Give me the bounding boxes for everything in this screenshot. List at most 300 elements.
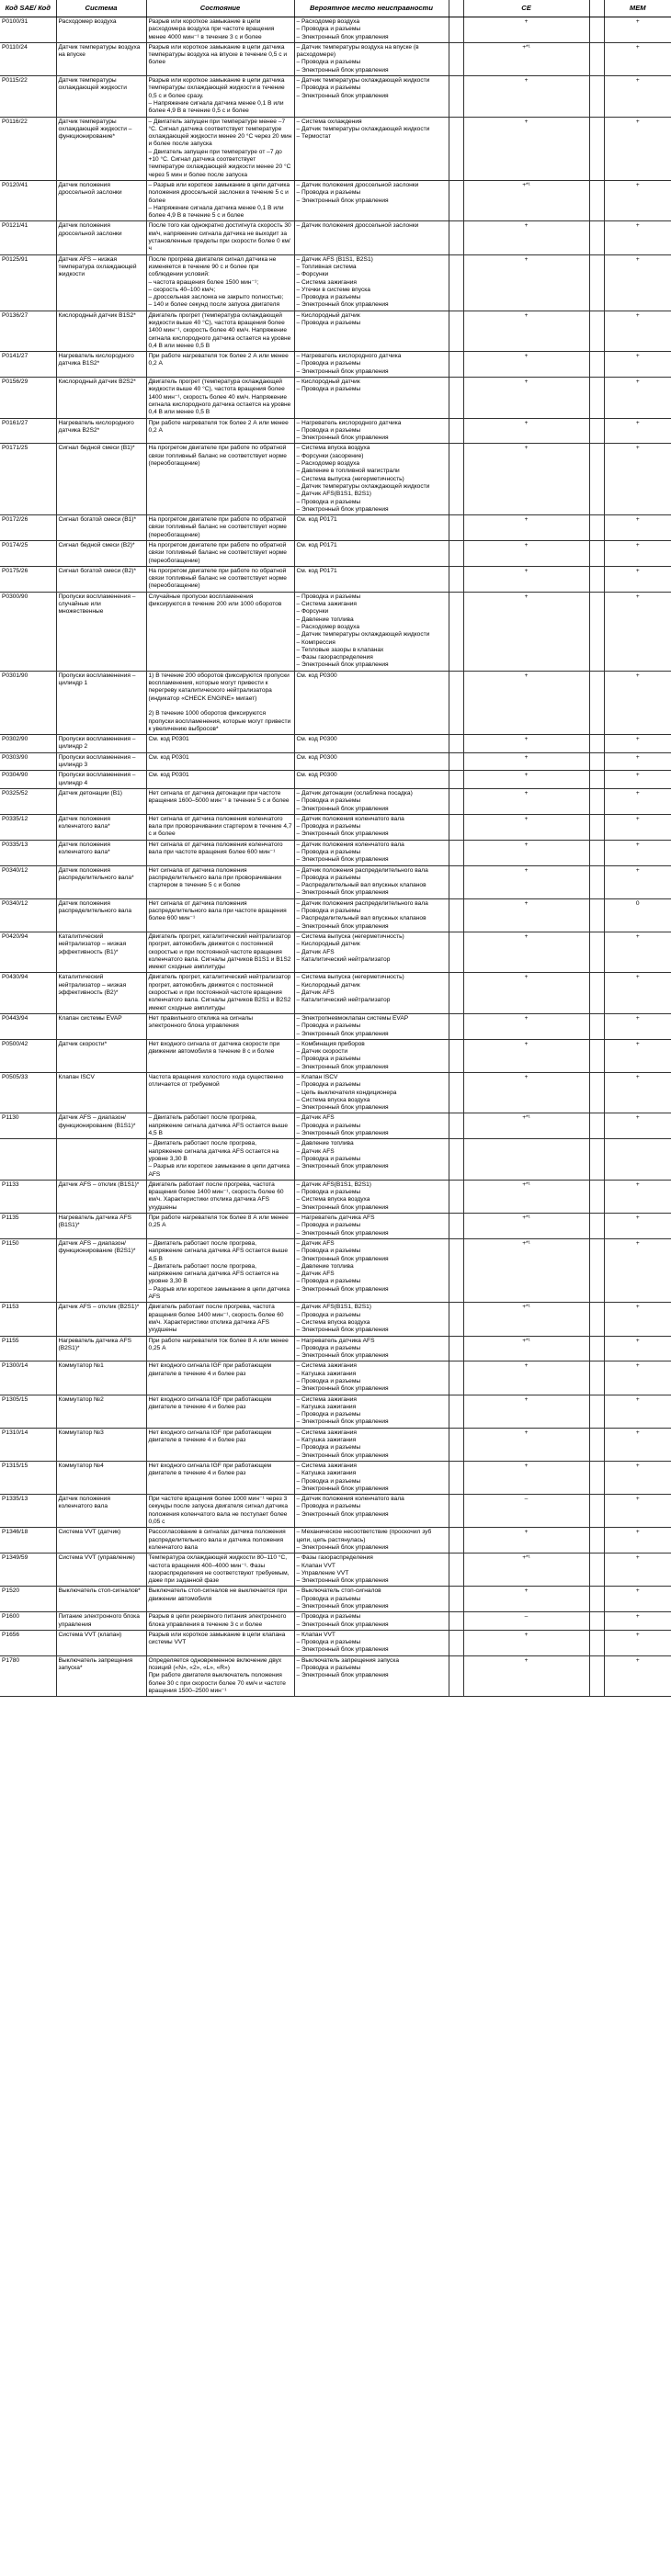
system-cell: Пропуски воспламенения – случайные или множественные	[56, 592, 146, 671]
ce-cell: +	[463, 771, 589, 789]
blank-cell	[449, 418, 463, 444]
table-row	[0, 752, 671, 771]
location-cell: – Датчик положения дроссельной заслонки	[294, 221, 449, 254]
blank-cell	[589, 1336, 604, 1361]
mem-cell: +	[604, 1238, 671, 1302]
system-cell: Датчик положения коленчатого вала*	[56, 814, 146, 840]
location-cell: – Давление топлива – Датчик AFS – Проводка и разъемы – Электронный блок управления	[294, 1139, 449, 1180]
header-code: Код SAE/ Код	[0, 0, 56, 17]
blank-cell	[589, 515, 604, 541]
condition-cell: При частоте вращения более 1000 мин⁻¹ через 3 секунды после запуска двигателя сигнал датчика положения коленчатого вала не поступает более 0,05 с	[146, 1495, 294, 1528]
mem-cell: +	[604, 1336, 671, 1361]
mem-cell: +	[604, 566, 671, 592]
location-cell: – Датчик положения коленчатого вала – Проводка и разъемы – Электронный блок управления	[294, 840, 449, 865]
location-cell: – Датчик AFS – Проводка и разъемы – Электронный блок управления	[294, 1113, 449, 1139]
condition-cell: После прогрева двигателя сигнал датчика не изменяется в течение 90 с и более при соблюдении условий: – частота вращения более 1500 мин⁻¹; – скорость 40–100 км/ч; – дроссельная заслонка не закрыто полностью; – 140 и более секунд после запуска двигателя	[146, 254, 294, 311]
condition-cell: Двигатель прогрет, каталитический нейтрализатор прогрет, автомобиль движется с постоянной скоростью и при постоянной частоте вращения коленчатого вала. Сигналы датчиков B2S1 и B2S2 имеют сходные амплитуды	[146, 973, 294, 1013]
table-row	[0, 840, 671, 865]
ce-cell: +	[463, 671, 589, 734]
ce-cell: +	[463, 840, 589, 865]
blank-cell	[449, 1612, 463, 1631]
mem-cell: +	[604, 592, 671, 671]
location-cell: См. код P0300	[294, 771, 449, 789]
ce-cell: +	[463, 1655, 589, 1696]
blank-cell	[449, 1214, 463, 1239]
system-cell: Нагреватель датчика AFS (B2S1)*	[56, 1336, 146, 1361]
table-row	[0, 378, 671, 418]
mem-cell: +	[604, 1528, 671, 1554]
blank-cell	[449, 221, 463, 254]
system-cell: Датчик AFS – низкая температура охлаждающей жидкости	[56, 254, 146, 311]
mem-cell: +	[604, 735, 671, 753]
blank-cell	[589, 671, 604, 734]
ce-cell: +	[463, 1587, 589, 1612]
code-cell	[0, 1139, 56, 1180]
code-cell: P0171/25	[0, 444, 56, 515]
code-cell: P0335/13	[0, 840, 56, 865]
system-cell: Датчик скорости*	[56, 1039, 146, 1072]
blank-cell	[449, 1528, 463, 1554]
code-cell: P0100/31	[0, 17, 56, 43]
ce-cell: +*¹	[463, 1336, 589, 1361]
location-cell: – Датчик AFS – Проводка и разъемы – Электронный блок управления – Давление топлива – Датчик AFS – Проводка и разъемы – Электронный блок управления	[294, 1238, 449, 1302]
blank-cell	[449, 840, 463, 865]
location-cell: – Выключатель запрещения запуска – Проводка и разъемы – Электронный блок управления	[294, 1655, 449, 1696]
table-row	[0, 352, 671, 378]
condition-cell: На прогретом двигателе при работе по обратной связи топливный баланс не соответствует норме (переобогащение)	[146, 444, 294, 515]
table-row	[0, 788, 671, 814]
location-cell: – Проводка и разъемы – Электронный блок управления	[294, 1612, 449, 1631]
blank-cell	[589, 1238, 604, 1302]
table-row	[0, 221, 671, 254]
blank-cell	[589, 378, 604, 418]
mem-cell: +	[604, 1554, 671, 1587]
condition-cell: Случайные пропуски воспламенения фиксируются в течение 200 или 1000 оборотов	[146, 592, 294, 671]
ce-cell: +*¹	[463, 1214, 589, 1239]
condition-cell: На прогретом двигателе при работе по обратной связи топливный баланс не соответствует норме (переобогащение)	[146, 566, 294, 592]
ce-cell: +*¹	[463, 42, 589, 75]
location-cell: – Механическое несоответствие (проскочил зуб цепи, цепь растянулась) – Электронный блок управления	[294, 1528, 449, 1554]
code-cell: P0500/42	[0, 1039, 56, 1072]
header-blank-2	[589, 0, 604, 17]
system-cell: Нагреватель кислородного датчика B2S2*	[56, 418, 146, 444]
system-cell: Коммутатор №1	[56, 1361, 146, 1395]
table-row	[0, 1073, 671, 1113]
code-cell: P0300/90	[0, 592, 56, 671]
code-cell: P1780	[0, 1655, 56, 1696]
table-row	[0, 76, 671, 117]
ce-cell: +*¹	[463, 1554, 589, 1587]
ce-cell: +	[463, 311, 589, 351]
ce-cell: +	[463, 1630, 589, 1655]
ce-cell: +	[463, 788, 589, 814]
blank-cell	[449, 1303, 463, 1336]
location-cell: См. код P0300	[294, 671, 449, 734]
table-row	[0, 444, 671, 515]
blank-cell	[589, 865, 604, 898]
code-cell: P0340/12	[0, 898, 56, 932]
blank-cell	[589, 1630, 604, 1655]
ce-cell: +	[463, 1073, 589, 1113]
system-cell: Каталитический нейтрализатор – низкая эффективность (B2)*	[56, 973, 146, 1013]
location-cell: – Датчик положения распределительного вала – Проводка и разъемы – Распределительный вал впускных клапанов – Электронный блок управления	[294, 898, 449, 932]
mem-cell: +	[604, 541, 671, 567]
condition-cell: – Двигатель работает после прогрева, напряжение сигнала датчика AFS остается выше 4,5 В – Двигатель работает после прогрева, напряжение сигнала датчика AFS остается на уровне 3,30 В – Разрыв или короткое замыкание в цепи датчика AFS	[146, 1238, 294, 1302]
location-cell: – Датчик положения распределительного вала – Проводка и разъемы – Распределительный вал впускных клапанов – Электронный блок управления	[294, 865, 449, 898]
table-row	[0, 1113, 671, 1139]
ce-cell: +*¹	[463, 1180, 589, 1213]
condition-cell: При работе нагревателя ток более 8 А или менее 0,25 А	[146, 1336, 294, 1361]
blank-cell	[449, 541, 463, 567]
table-row	[0, 735, 671, 753]
condition-cell: Нет сигнала от датчика положения распределительного вала при проворачивании стартером в течение 5 с и более	[146, 865, 294, 898]
ce-cell: –	[463, 1495, 589, 1528]
system-cell	[56, 1139, 146, 1180]
blank-cell	[589, 735, 604, 753]
mem-cell: +	[604, 117, 671, 180]
blank-cell	[449, 1139, 463, 1180]
mem-cell: +	[604, 17, 671, 43]
location-cell: – Система зажигания – Катушка зажигания – Проводка и разъемы – Электронный блок управления	[294, 1395, 449, 1428]
blank-cell	[589, 1655, 604, 1696]
condition-cell: Нет сигнала от датчика положения распределительного вала при частоте вращения более 600 мин⁻¹	[146, 898, 294, 932]
condition-cell: Разрыв или короткое замыкание в цепи клапана системы VVT	[146, 1630, 294, 1655]
mem-cell: +	[604, 1303, 671, 1336]
table-row	[0, 1013, 671, 1039]
table-row	[0, 1495, 671, 1528]
system-cell: Пропуски воспламенения – цилиндр 1	[56, 671, 146, 734]
system-cell: Коммутатор №2	[56, 1395, 146, 1428]
table-row	[0, 1336, 671, 1361]
ce-cell: +	[463, 418, 589, 444]
condition-cell: Нет сигнала от датчика положения коленчатого вала при проворачивании стартером в течение 4,7 с и более	[146, 814, 294, 840]
system-cell: Датчик AFS – диапазон/ функционирование (B2S1)*	[56, 1238, 146, 1302]
blank-cell	[449, 592, 463, 671]
mem-cell: +	[604, 515, 671, 541]
code-cell: P0301/90	[0, 671, 56, 734]
code-cell: P1155	[0, 1336, 56, 1361]
ce-cell: +	[463, 352, 589, 378]
header-condition: Состояние	[146, 0, 294, 17]
condition-cell: Нет входного сигнала IGF при работающем двигателе в течение 4 и более раз	[146, 1428, 294, 1461]
code-cell: P0156/29	[0, 378, 56, 418]
blank-cell	[589, 1612, 604, 1631]
system-cell: Нагреватель датчика AFS (B1S1)*	[56, 1214, 146, 1239]
mem-cell: +	[604, 444, 671, 515]
mem-cell: +	[604, 1013, 671, 1039]
location-cell: См. код P0300	[294, 752, 449, 771]
condition-cell: После того как однократно достигнута скорость 30 км/ч, напряжение сигнала датчика не выходит за установленные пределы при скорости более 0 км/ч	[146, 221, 294, 254]
blank-cell	[589, 418, 604, 444]
system-cell: Выключатель стоп-сигналов*	[56, 1587, 146, 1612]
blank-cell	[589, 17, 604, 43]
code-cell: P1133	[0, 1180, 56, 1213]
location-cell: – Датчик температуры воздуха на впуске (в расходомере) – Проводка и разъемы – Электронный блок управления	[294, 42, 449, 75]
condition-cell: Частота вращения холостого хода существенно отличается от требуемой	[146, 1073, 294, 1113]
condition-cell: Нет входного сигнала IGF при работающем двигателе в течение 4 и более раз	[146, 1395, 294, 1428]
blank-cell	[449, 17, 463, 43]
location-cell: – Проводка и разъемы – Система зажигания – Форсунки – Давление топлива – Расходомер воздуха – Датчик температуры охлаждающей жидкости – Компрессия – Тепловые зазоры в клапанах – Фазы газораспределения – Электронный блок управления	[294, 592, 449, 671]
condition-cell: – Двигатель запущен при температуре менее –7 °С. Сигнал датчика соответствует температуре охлаждающей жидкости менее 20 °С через 20 мин и более после запуска – Двигатель запущен при температуре от –7 до +10 °С. Сигнал датчика соответствует температуре охлаждающей жидкости менее 20 °С через 5 мин и более после запуска	[146, 117, 294, 180]
code-cell: P0420/94	[0, 932, 56, 972]
blank-cell	[449, 1073, 463, 1113]
code-cell: P1300/14	[0, 1361, 56, 1395]
blank-cell	[589, 1495, 604, 1528]
code-cell: P1335/13	[0, 1495, 56, 1528]
code-cell: P0110/24	[0, 42, 56, 75]
location-cell: См. код P0300	[294, 735, 449, 753]
location-cell: – Электропневмоклапан системы EVAP – Проводка и разъемы – Электронный блок управления	[294, 1013, 449, 1039]
condition-cell: См. код P0301	[146, 771, 294, 789]
location-cell: – Датчик положения коленчатого вала – Проводка и разъемы – Электронный блок управления	[294, 1495, 449, 1528]
blank-cell	[449, 1180, 463, 1213]
code-cell: P0174/25	[0, 541, 56, 567]
blank-cell	[589, 1013, 604, 1039]
system-cell: Датчик положения дроссельной заслонки	[56, 221, 146, 254]
code-cell: P1520	[0, 1587, 56, 1612]
blank-cell	[589, 840, 604, 865]
location-cell: – Датчик температуры охлаждающей жидкости – Проводка и разъемы – Электронный блок управления	[294, 76, 449, 117]
blank-cell	[589, 1303, 604, 1336]
location-cell: – Клапан ISCV – Проводка и разъемы – Цепь выключателя кондиционера – Система впуска воздуха – Электронный блок управления	[294, 1073, 449, 1113]
blank-cell	[589, 541, 604, 567]
location-cell: – Клапан VVT – Проводка и разъемы – Электронный блок управления	[294, 1630, 449, 1655]
code-cell: P0304/90	[0, 771, 56, 789]
blank-cell	[589, 1214, 604, 1239]
blank-cell	[449, 1554, 463, 1587]
table-row	[0, 180, 671, 220]
ce-cell: +*¹	[463, 1303, 589, 1336]
location-cell: См. код P0171	[294, 515, 449, 541]
ce-cell: +*¹	[463, 1113, 589, 1139]
ce-cell	[463, 1139, 589, 1180]
ce-cell: +*¹	[463, 1238, 589, 1302]
condition-cell: Температура охлаждающей жидкости 80–110 °С, частота вращения 400–4000 мин⁻¹. Фазы газораспределения не соответствуют требуемым, даже при заданной фазе	[146, 1554, 294, 1587]
blank-cell	[589, 1361, 604, 1395]
table-row	[0, 1395, 671, 1428]
blank-cell	[449, 76, 463, 117]
ce-cell: +	[463, 1528, 589, 1554]
blank-cell	[449, 515, 463, 541]
blank-cell	[589, 1528, 604, 1554]
location-cell: – Датчик AFS (B1S1, B2S1) – Топливная система – Форсунки – Система зажигания – Утечки в системе впуска – Проводка и разъемы – Электронный блок управления	[294, 254, 449, 311]
system-cell: Кислородный датчик B1S2*	[56, 311, 146, 351]
condition-cell: 1) В течение 200 оборотов фиксируются пропуски воспламенения, которые могут привести к перегреву каталитического нейтрализатора (индикатор «CHECK ENGINE» мигает) 2) В течение 1000 оборотов фиксируются пропуски воспламенения, которые могут привести к увеличению выбросов*	[146, 671, 294, 734]
mem-cell: +	[604, 1655, 671, 1696]
location-cell: – Датчик детонации (ослаблена посадка) – Проводка и разъемы – Электронный блок управления	[294, 788, 449, 814]
location-cell: – Датчик AFS(B1S1, B2S1) – Проводка и разъемы – Система впуска воздуха – Электронный блок управления	[294, 1180, 449, 1213]
condition-cell: На прогретом двигателе при работе по обратной связи топливный баланс не соответствует норме (переобогащение)	[146, 541, 294, 567]
system-cell: Система VVT (управление)	[56, 1554, 146, 1587]
ce-cell: –	[463, 1612, 589, 1631]
table-row	[0, 1528, 671, 1554]
table-row	[0, 1655, 671, 1696]
table-row	[0, 814, 671, 840]
system-cell: Нагреватель кислородного датчика B1S2*	[56, 352, 146, 378]
system-cell: Клапан системы EVAP	[56, 1013, 146, 1039]
blank-cell	[449, 814, 463, 840]
mem-cell: +	[604, 771, 671, 789]
mem-cell: +	[604, 352, 671, 378]
code-cell: P0443/94	[0, 1013, 56, 1039]
table-row	[0, 973, 671, 1013]
blank-cell	[589, 1395, 604, 1428]
location-cell: – Датчик положения дроссельной заслонки – Проводка и разъемы – Электронный блок управления	[294, 180, 449, 220]
ce-cell: +	[463, 973, 589, 1013]
ce-cell: +	[463, 541, 589, 567]
condition-cell: При работе нагревателя ток более 2 А или менее 0,2 А	[146, 352, 294, 378]
mem-cell: +	[604, 311, 671, 351]
ce-cell: +	[463, 814, 589, 840]
blank-cell	[449, 1395, 463, 1428]
location-cell: – Нагреватель кислородного датчика – Проводка и разъемы – Электронный блок управления	[294, 418, 449, 444]
blank-cell	[589, 592, 604, 671]
condition-cell: Нет сигнала от датчика положения коленчатого вала при частоте вращения более 600 мин⁻¹	[146, 840, 294, 865]
blank-cell	[449, 671, 463, 734]
condition-cell: На прогретом двигателе при работе по обратной связи топливный баланс не соответствует норме (переобогащение)	[146, 515, 294, 541]
system-cell: Сигнал бедной смеси (B1)*	[56, 444, 146, 515]
code-cell: P1600	[0, 1612, 56, 1631]
mem-cell: +	[604, 1587, 671, 1612]
system-cell: Каталитический нейтрализатор – низкая эффективность (B1)*	[56, 932, 146, 972]
blank-cell	[449, 788, 463, 814]
condition-cell: Двигатель работает после прогрева, частота вращения более 1400 мин⁻¹, скорость более 60 км/ч. Характеристики отклика датчика AFS ухудшены	[146, 1180, 294, 1213]
code-cell: P1305/15	[0, 1395, 56, 1428]
location-cell: – Нагреватель датчика AFS – Проводка и разъемы – Электронный блок управления	[294, 1214, 449, 1239]
system-cell: Датчик положения дроссельной заслонки	[56, 180, 146, 220]
mem-cell: 0	[604, 898, 671, 932]
code-cell: P0172/26	[0, 515, 56, 541]
system-cell: Датчик положения коленчатого вала	[56, 1495, 146, 1528]
table-row	[0, 17, 671, 43]
blank-cell	[589, 1180, 604, 1213]
blank-cell	[589, 898, 604, 932]
blank-cell	[589, 254, 604, 311]
system-cell: Кислородный датчик B2S2*	[56, 378, 146, 418]
system-cell: Пропуски воспламенения – цилиндр 2	[56, 735, 146, 753]
code-cell: P0121/41	[0, 221, 56, 254]
blank-cell	[449, 254, 463, 311]
condition-cell: Разрыв или короткое замыкание в цепи расходомера воздуха при частоте вращения менее 4000 мин⁻¹ в течение 3 с и более	[146, 17, 294, 43]
table-row	[0, 117, 671, 180]
system-cell: Сигнал богатой смеси (B1)*	[56, 515, 146, 541]
table-row	[0, 1630, 671, 1655]
blank-cell	[589, 752, 604, 771]
blank-cell	[449, 117, 463, 180]
code-cell: P1310/14	[0, 1428, 56, 1461]
table-row	[0, 1180, 671, 1213]
condition-cell: Нет входного сигнала IGF при работающем двигателе в течение 4 и более раз	[146, 1361, 294, 1395]
mem-cell: +	[604, 1495, 671, 1528]
blank-cell	[449, 444, 463, 515]
mem-cell: +	[604, 1361, 671, 1395]
mem-cell: +	[604, 973, 671, 1013]
location-cell: – Расходомер воздуха – Проводка и разъемы – Электронный блок управления	[294, 17, 449, 43]
mem-cell: +	[604, 1073, 671, 1113]
ce-cell: +	[463, 378, 589, 418]
code-cell: P0340/12	[0, 865, 56, 898]
mem-cell: +	[604, 1113, 671, 1139]
blank-cell	[449, 898, 463, 932]
mem-cell: +	[604, 1180, 671, 1213]
location-cell: – Система выпуска (негерметичность) – Кислородный датчик – Датчик AFS – Каталитический нейтрализатор	[294, 973, 449, 1013]
system-cell: Датчик температуры охлаждающей жидкости	[56, 76, 146, 117]
code-cell: P0136/27	[0, 311, 56, 351]
blank-cell	[449, 352, 463, 378]
condition-cell: Нет сигнала от датчика детонации при частоте вращения 1600–5000 мин⁻¹ в течение 5 с и более	[146, 788, 294, 814]
table-row	[0, 1428, 671, 1461]
table-row	[0, 1039, 671, 1072]
ce-cell: +	[463, 17, 589, 43]
system-cell: Датчик положения распределительного вала*	[56, 865, 146, 898]
condition-cell: Двигатель прогрет (температура охлаждающей жидкости выше 40 °С), частота вращения более 1400 мин⁻¹, скорость более 40 км/ч. Напряжение сигнала кислородного датчика остается на уровне 0,4 В или менее 0,5 В	[146, 311, 294, 351]
system-cell: Сигнал богатой смеси (B2)*	[56, 566, 146, 592]
code-cell: P0303/90	[0, 752, 56, 771]
location-cell: См. код P0171	[294, 541, 449, 567]
blank-cell	[449, 1113, 463, 1139]
table-row	[0, 932, 671, 972]
location-cell: – Кислородный датчик – Проводка и разъемы	[294, 378, 449, 418]
location-cell: – Комбинация приборов – Датчик скорости – Проводка и разъемы – Электронный блок управления	[294, 1039, 449, 1072]
blank-cell	[589, 180, 604, 220]
condition-cell: Двигатель прогрет, каталитический нейтрализатор прогрет, автомобиль движется с постоянной скоростью и при постоянной частоте вращения коленчатого вала. Сигналы датчиков B1S1 и B1S2 имеют сходные амплитуды	[146, 932, 294, 972]
ce-cell: +	[463, 76, 589, 117]
table-row	[0, 1238, 671, 1302]
system-cell: Сигнал бедной смеси (B2)*	[56, 541, 146, 567]
mem-cell: +	[604, 254, 671, 311]
blank-cell	[449, 973, 463, 1013]
condition-cell: Разрыв или короткое замыкание в цепи датчика температуры охлаждающей жидкости в течение 0,5 с и более сразу. – Напряжение сигнала датчика менее 0,1 В или более 4,9 В в течение 0,5 с и более	[146, 76, 294, 117]
condition-cell: Разрыв в цепи резервного питания электронного блока управления в течение 3 с и более	[146, 1612, 294, 1631]
system-cell: Коммутатор №3	[56, 1428, 146, 1461]
mem-cell: +	[604, 1395, 671, 1428]
table-row	[0, 1139, 671, 1180]
table-row	[0, 254, 671, 311]
code-cell: P0125/91	[0, 254, 56, 311]
location-cell: – Система впуска воздуха – Форсунки (засорение) – Расходомер воздуха – Давление в топливной магистрали – Система выпуска (негерметичность) – Датчик температуры охлаждающей жидкости – Датчик AFS(B1S1, B2S1) – Проводка и разъемы – Электронный блок управления	[294, 444, 449, 515]
code-cell: P0175/26	[0, 566, 56, 592]
condition-cell: Нет правильного отклика на сигналы электронного блока управления	[146, 1013, 294, 1039]
code-cell: P0325/52	[0, 788, 56, 814]
condition-cell: При работе нагревателя ток более 2 А или менее 0,2 А	[146, 418, 294, 444]
table-row	[0, 1461, 671, 1494]
mem-cell: +	[604, 1461, 671, 1494]
location-cell: – Система зажигания – Катушка зажигания – Проводка и разъемы – Электронный блок управления	[294, 1461, 449, 1494]
table-row	[0, 541, 671, 567]
blank-cell	[589, 1073, 604, 1113]
location-cell: – Кислородный датчик – Проводка и разъемы	[294, 311, 449, 351]
table-row	[0, 1303, 671, 1336]
ce-cell: +	[463, 1461, 589, 1494]
system-cell: Датчик положения распределительного вала	[56, 898, 146, 932]
system-cell: Датчик AFS – отклик (B2S1)*	[56, 1303, 146, 1336]
code-cell: P0120/41	[0, 180, 56, 220]
mem-cell: +	[604, 221, 671, 254]
blank-cell	[449, 1336, 463, 1361]
condition-cell: – Двигатель работает после прогрева, напряжение сигнала датчика AFS остается выше 4,5 В	[146, 1113, 294, 1139]
system-cell: Датчик температуры воздуха на впуске	[56, 42, 146, 75]
condition-cell: Двигатель работает после прогрева, частота вращения более 1400 мин⁻¹, скорость более 60 км/ч. Характеристики отклика датчика AFS ухудшены	[146, 1303, 294, 1336]
condition-cell: Двигатель прогрет (температура охлаждающей жидкости выше 40 °С), частота вращения более 1400 мин⁻¹, скорость более 40 км/ч. Напряжение сигнала кислородного датчика остается на уровне 0,4 В или менее 0,5 В	[146, 378, 294, 418]
condition-cell: Определяется одновременное включение двух позиций («N», «2», «L», «R») При работе двигателя выключатель положения более 30 с при скорости более 70 км/ч и частоте вращения 1500–2500 мин⁻¹	[146, 1655, 294, 1696]
condition-cell: Нет входного сигнала IGF при работающем двигателе в течение 4 и более раз	[146, 1461, 294, 1494]
blank-cell	[589, 76, 604, 117]
system-cell: Клапан ISCV	[56, 1073, 146, 1113]
table-row	[0, 771, 671, 789]
system-cell: Система VVT (датчик)	[56, 1528, 146, 1554]
system-cell: Датчик положения коленчатого вала*	[56, 840, 146, 865]
code-cell: P0430/94	[0, 973, 56, 1013]
